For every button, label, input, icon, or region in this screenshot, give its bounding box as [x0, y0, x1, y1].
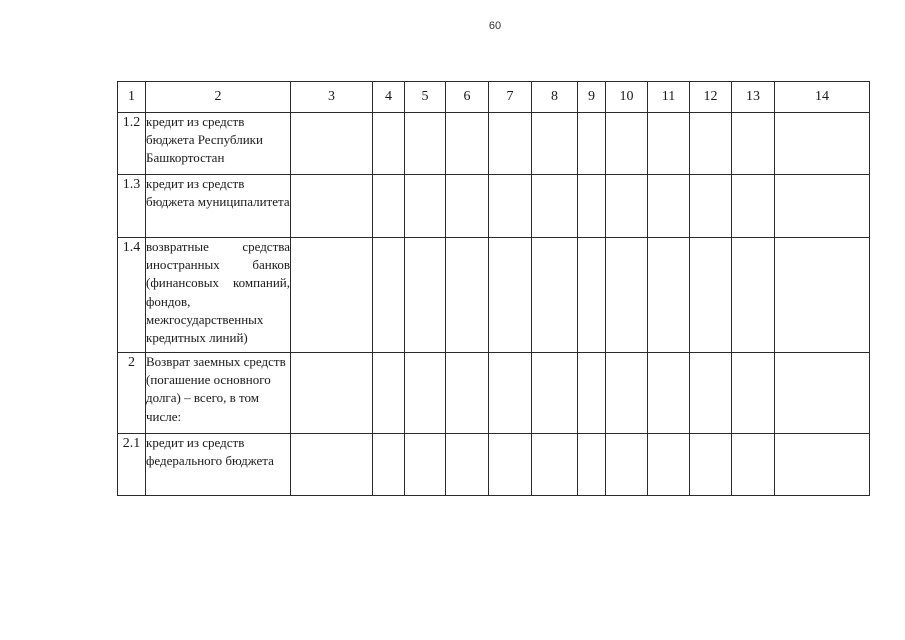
empty-cell: [648, 353, 690, 434]
empty-cell: [532, 238, 578, 353]
header-cell: 12: [690, 82, 732, 113]
empty-cell: [373, 434, 405, 496]
empty-cell: [690, 238, 732, 353]
header-cell: 7: [489, 82, 532, 113]
empty-cell: [532, 175, 578, 238]
empty-cell: [489, 434, 532, 496]
page-number: 60: [488, 20, 502, 32]
empty-cell: [373, 353, 405, 434]
table-header-row: [118, 82, 870, 113]
empty-cell: [578, 113, 606, 175]
data-table: [117, 81, 870, 496]
empty-cell: [775, 238, 870, 353]
empty-cell: [606, 238, 648, 353]
empty-cell: [405, 175, 446, 238]
empty-cell: [578, 175, 606, 238]
empty-cell: [405, 238, 446, 353]
empty-cell: [291, 238, 373, 353]
empty-cell: [732, 175, 775, 238]
empty-cell: [489, 238, 532, 353]
empty-cell: [648, 434, 690, 496]
row-description: возвратные средства иностранных банков (финансовых компаний, фондов, межгосударственных кредитных линий): [146, 238, 291, 353]
empty-cell: [532, 353, 578, 434]
empty-cell: [606, 353, 648, 434]
empty-cell: [648, 175, 690, 238]
empty-cell: [446, 238, 489, 353]
header-cell: 14: [775, 82, 870, 113]
empty-cell: [291, 434, 373, 496]
empty-cell: [690, 353, 732, 434]
header-cell: 2: [146, 82, 291, 113]
empty-cell: [690, 113, 732, 175]
header-cell: 11: [648, 82, 690, 113]
empty-cell: [732, 238, 775, 353]
empty-cell: [405, 113, 446, 175]
empty-cell: [578, 353, 606, 434]
empty-cell: [291, 175, 373, 238]
empty-cell: [606, 113, 648, 175]
empty-cell: [775, 434, 870, 496]
header-cell: 8: [532, 82, 578, 113]
empty-cell: [291, 113, 373, 175]
table-row: [118, 353, 870, 434]
empty-cell: [405, 353, 446, 434]
table-row: [118, 238, 870, 353]
empty-cell: [775, 175, 870, 238]
empty-cell: [648, 238, 690, 353]
empty-cell: [373, 238, 405, 353]
table-row: [118, 434, 870, 496]
header-cell: 3: [291, 82, 373, 113]
empty-cell: [775, 353, 870, 434]
empty-cell: [578, 238, 606, 353]
empty-cell: [690, 434, 732, 496]
empty-cell: [489, 353, 532, 434]
header-cell: 6: [446, 82, 489, 113]
header-cell: 10: [606, 82, 648, 113]
empty-cell: [578, 434, 606, 496]
empty-cell: [373, 175, 405, 238]
empty-cell: [291, 353, 373, 434]
empty-cell: [532, 113, 578, 175]
empty-cell: [648, 113, 690, 175]
row-number: 1.3: [118, 175, 146, 238]
row-description: кредит из средств бюджета Республики Башкортостан: [146, 113, 291, 175]
empty-cell: [732, 434, 775, 496]
table-row: [118, 175, 870, 238]
empty-cell: [446, 353, 489, 434]
empty-cell: [373, 113, 405, 175]
empty-cell: [606, 175, 648, 238]
row-number: 2.1: [118, 434, 146, 496]
empty-cell: [732, 113, 775, 175]
row-number: 1.2: [118, 113, 146, 175]
empty-cell: [606, 434, 648, 496]
empty-cell: [489, 113, 532, 175]
empty-cell: [489, 175, 532, 238]
header-cell: 4: [373, 82, 405, 113]
empty-cell: [446, 175, 489, 238]
row-number: 2: [118, 353, 146, 434]
row-description: кредит из средств федерального бюджета: [146, 434, 291, 496]
empty-cell: [532, 434, 578, 496]
header-cell: 13: [732, 82, 775, 113]
empty-cell: [732, 353, 775, 434]
empty-cell: [446, 113, 489, 175]
header-cell: 9: [578, 82, 606, 113]
empty-cell: [405, 434, 446, 496]
empty-cell: [690, 175, 732, 238]
row-description: кредит из средств бюджета муниципалитета: [146, 175, 291, 238]
header-cell: 1: [118, 82, 146, 113]
row-description: Возврат заемных средств (погашение основного долга) – всего, в том числе:: [146, 353, 291, 434]
header-cell: 5: [405, 82, 446, 113]
row-number: 1.4: [118, 238, 146, 353]
empty-cell: [446, 434, 489, 496]
empty-cell: [775, 113, 870, 175]
table-row: [118, 113, 870, 175]
